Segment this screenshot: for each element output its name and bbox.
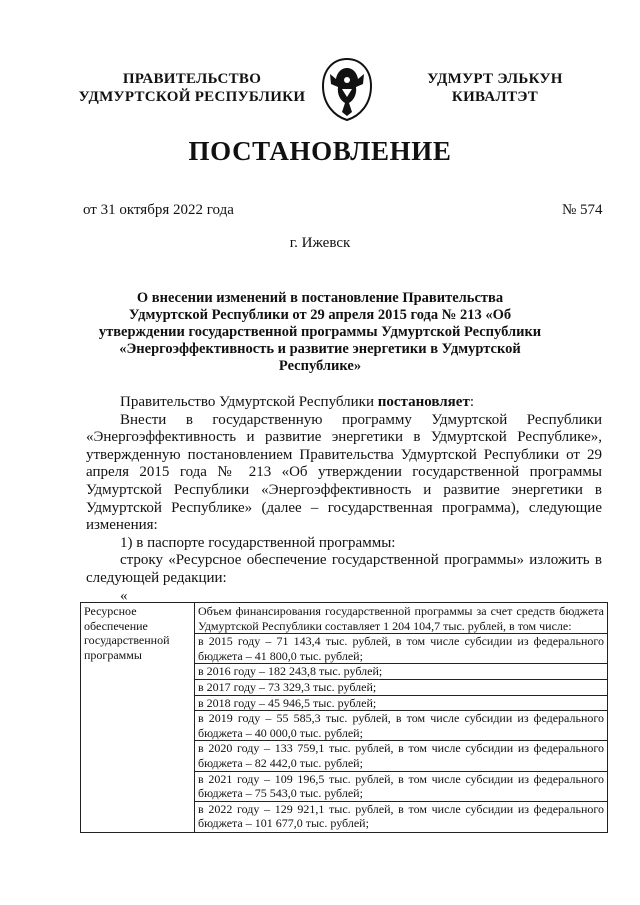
funding-2020: в 2020 году – 133 759,1 тыс. рублей, в том числе субсидии из федерального бюджета – 82 442,0 тыс. рублей; [195, 740, 607, 770]
intro-colon: : [469, 394, 474, 410]
item-1-paragraph: 1) в паспорте государственной программы: [120, 534, 396, 551]
subject-line3: утверждении государственной программы Удмуртской Республики [98, 324, 542, 340]
funding-2018: в 2018 году – 45 946,5 тыс. рублей; [195, 695, 607, 711]
table-row [81, 603, 608, 833]
funding-2021: в 2021 году – 109 196,5 тыс. рублей, в том числе субсидии из федерального бюджета – 75 543,0 тыс. рублей; [195, 771, 607, 801]
intro-bold: постановляет [377, 394, 470, 410]
quote-open-mark: « [120, 587, 128, 604]
table-row-content [195, 603, 608, 833]
funding-2015: в 2015 году – 71 143,4 тыс. рублей, в том числе субсидии из федерального бюджета – 41 800,0 тыс. рублей; [195, 633, 607, 663]
funding-2016: в 2016 году – 182 243,8 тыс. рублей; [195, 663, 607, 679]
subject-line2: Удмуртской Республики от 29 апреля 2015 года № 213 «Об [128, 307, 512, 323]
udmurt-coat-of-arms-icon [320, 56, 374, 122]
header-left-line1: ПРАВИТЕЛЬСТВО [122, 71, 262, 87]
header-right [410, 70, 580, 106]
header-right-line2: КИВАЛТЭТ [451, 89, 539, 105]
document-subject [78, 290, 562, 375]
header-right-line1: УДМУРТ ЭЛЬКУН [427, 71, 563, 87]
document-city: г. Ижевск [289, 235, 351, 251]
header-left [78, 70, 306, 106]
subject-line4: «Энергоэффективность и развитие энергетики в Удмуртской Республике» [119, 341, 521, 374]
funding-2017: в 2017 году – 73 329,3 тыс. рублей; [195, 679, 607, 695]
funding-2019: в 2019 году – 55 585,3 тыс. рублей, в том числе субсидии из федерального бюджета – 40 000,0 тыс. рублей; [195, 710, 607, 740]
document-body [86, 394, 602, 605]
main-paragraph: Внести в государственную программу Удмуртской Республики «Энергоэффективность и развитие энергетики в Удмуртской Республике», утвержденную постановлением Правительства Удмуртской Республики от 29 апреля 2015 года № 213 «Об утверждении государственной программы Удмуртской Республики «Энергоэффективность и развитие энергетики в Удмуртской Республике» (далее – государственная программа), следующие изменения: [86, 411, 602, 534]
intro-paragraph [86, 394, 602, 412]
subject-line1: О внесении изменений в постановление Правительства [136, 290, 504, 306]
funding-total: Объем финансирования государственной программы за счет средств бюджета Удмуртской Республики составляет 1 204 104,7 тыс. рублей, в том числе: [198, 604, 604, 633]
table-row-label: Ресурсное обеспечение государственной программы [81, 603, 195, 833]
document-number: № 574 [562, 202, 603, 218]
document-date: от 31 октября 2022 года [83, 202, 234, 218]
item-2-paragraph: строку «Ресурсное обеспечение государственной программы» изложить в следующей редакции: [86, 552, 602, 586]
header-left-line2: УДМУРТСКОЙ РЕСПУБЛИКИ [78, 89, 306, 105]
document-title: ПОСТАНОВЛЕНИЕ [188, 136, 452, 166]
funding-2022: в 2022 году – 129 921,1 тыс. рублей, в том числе субсидии из федерального бюджета – 101 677,0 тыс. рублей; [195, 801, 607, 831]
intro-text: Правительство Удмуртской Республики [120, 394, 378, 410]
resource-table [80, 602, 608, 833]
